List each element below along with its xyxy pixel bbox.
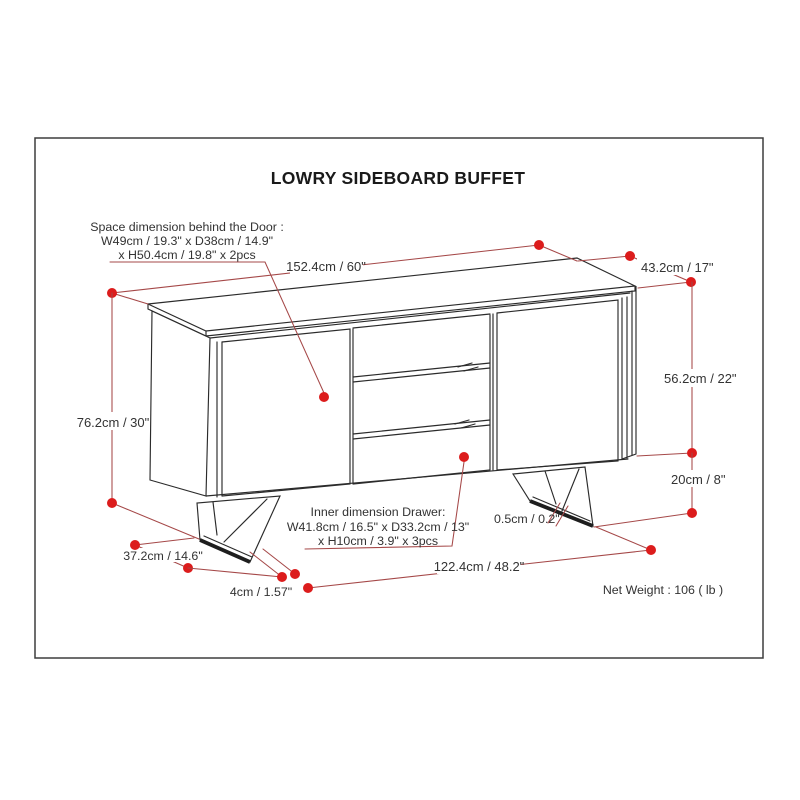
dim-cabinet-height bbox=[637, 282, 737, 458]
dim-base-span-label: 122.4cm / 48.2" bbox=[433, 559, 525, 574]
annotation-door-space-line2: W49cm / 19.3" x D38cm / 14.9" bbox=[100, 234, 274, 248]
dim-foot-pad-label: 0.5cm / 0.2" bbox=[494, 512, 560, 526]
dim-overall-depth-label: 43.2cm / 17" bbox=[641, 260, 714, 275]
dim-leg-height bbox=[594, 453, 726, 527]
net-weight-label: Net Weight : 106 ( lb ) bbox=[602, 583, 724, 597]
right-door bbox=[493, 300, 618, 470]
annotation-drawer-inner bbox=[287, 452, 469, 549]
dim-overall-width-label: 152.4cm / 60" bbox=[286, 259, 366, 274]
dim-cabinet-height-label: 56.2cm / 22" bbox=[664, 371, 737, 386]
dim-leg-depth-label: 37.2cm / 14.6" bbox=[123, 549, 203, 563]
annotation-door-space-line3: x H50.4cm / 19.8" x 2pcs bbox=[118, 248, 256, 262]
right-side-edge bbox=[622, 287, 636, 459]
drawer-stack bbox=[353, 314, 490, 484]
dim-foot-width-label: 4cm / 1.57" bbox=[229, 585, 293, 599]
left-door bbox=[217, 329, 350, 497]
dim-leg-height-label: 20cm / 8" bbox=[671, 472, 726, 487]
annotation-door-space-line1: Space dimension behind the Door : bbox=[90, 220, 284, 234]
tabletop bbox=[148, 258, 635, 338]
annotation-drawer-inner-line3: x H10cm / 3.9" x 3pcs bbox=[317, 534, 439, 548]
drawer-pull-notches bbox=[455, 363, 478, 428]
page-title: LOWRY SIDEBOARD BUFFET bbox=[270, 168, 526, 188]
annotation-drawer-inner-line2: W41.8cm / 16.5" x D33.2cm / 13" bbox=[286, 520, 470, 534]
annotation-drawer-inner-line1: Inner dimension Drawer: bbox=[310, 505, 446, 519]
left-side-panel bbox=[150, 311, 210, 496]
frame-border bbox=[35, 138, 763, 658]
dim-overall-height-label: 76.2cm / 30" bbox=[76, 415, 150, 430]
